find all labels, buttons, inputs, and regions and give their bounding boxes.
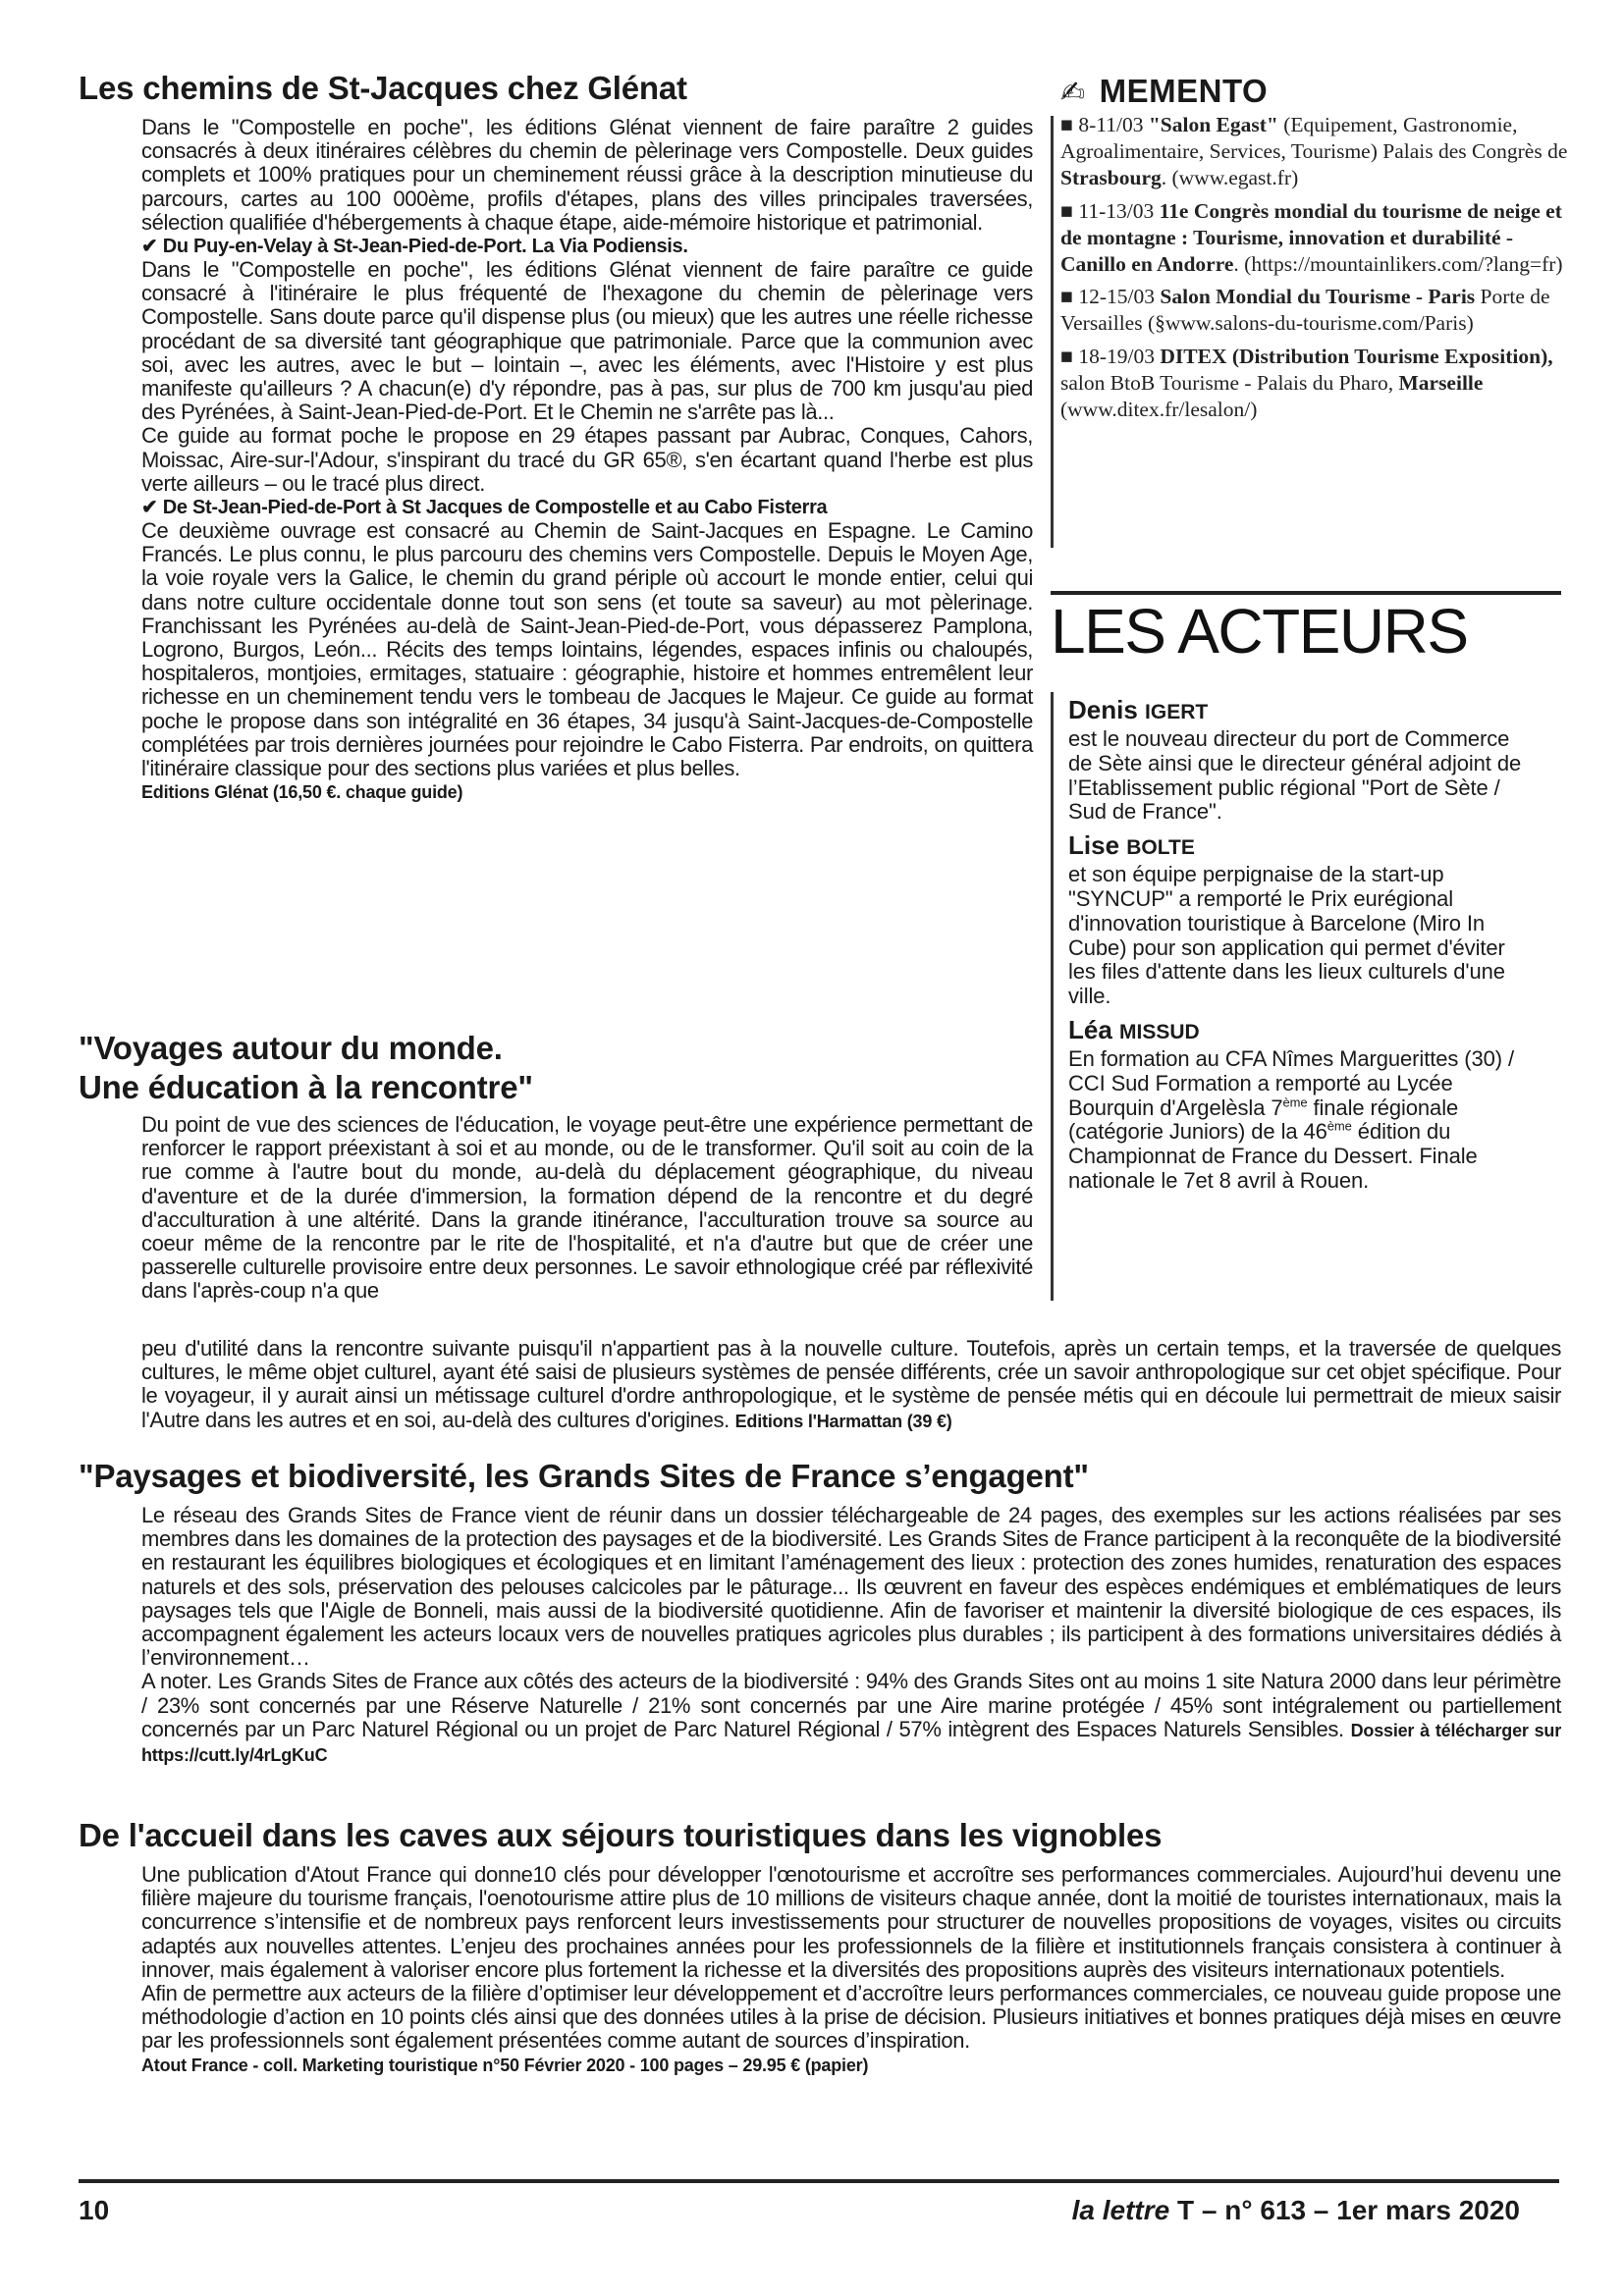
memento-heading	[1060, 73, 1571, 110]
actor-name: Léa MISSUD	[1068, 1014, 1200, 1044]
memento-box	[1060, 73, 1571, 423]
actor-description: et son équipe perpignaise de la start-up "SYNCUP" a remporté le Prix eurégional d'innovation touristique à Barcelone (Miro In Cube) pour son application qui permet d'éviter les files d'attente dans les lieux culturels d'une ville.	[1068, 862, 1505, 1009]
article3-paragraph-2: A noter. Les Grands Sites de France aux côtés des acteurs de la biodiversité : 94% des Grands Sites ont au moins 1 site Natura 2000 dans leur périmètre / 23% sont concernés par une Réserve Naturelle / 21% sont concernés par une Aire marine protégée / 45% sont intégralement ou partiellement concernés par un Parc Naturel Régional ou un projet de Parc Naturel Régional / 57% intègrent des Espaces Naturels Sensibles.	[141, 1669, 1561, 1741]
memento-event: DITEX (Distribution Tourisme Exposition),	[1160, 344, 1553, 368]
square-bullet-icon: ■	[1060, 198, 1073, 223]
memento-detail: salon BtoB Tourisme - Palais du Pharo,	[1060, 370, 1399, 395]
article2-title-line-1: "Voyages autour du monde.	[79, 1030, 503, 1066]
memento-date: 18-19/03	[1078, 344, 1156, 368]
acteurs-list	[1068, 695, 1530, 1194]
article3-body	[141, 1504, 1561, 1767]
memento-city: Marseille	[1398, 370, 1484, 395]
article4-credit: Atout France - coll. Marketing touristique n°50 Février 2020 - 100 pages – 29.95 € (papier)	[141, 2055, 869, 2075]
article1-body	[141, 116, 1033, 804]
actor-description: En formation au CFA Nîmes Marguerittes (30) / CCI Sud Formation a remporté au Lycée Bourquin d'Argelèsla 7ème finale régionale (catégorie Juniors) de la 46ème édition du Championnat de France du Dessert. Finale nationale le 7et 8 avril à Rouen.	[1068, 1045, 1515, 1193]
article3-credit: Dossier à télécharger sur https://cutt.ly/4rLgKuC	[141, 1720, 1561, 1766]
actor-entry	[1068, 1015, 1530, 1194]
article4-paragraph-1: Une publication d'Atout France qui donne10 clés pour développer l'œnotourisme et accroître ses performances commerciales. Aujourd’hui devenu une filière majeure du tourisme français, l'oenotourisme attire plus de 10 millions de visiteurs chaque année, dont la moitié de touristes internationaux, mais la concurrence s’intensifie et de nombreux pays renforcent leurs investissements pour structurer de nouvelles propositions de voyages, visites ou circuits adaptés aux nouvelles attentes. L’enjeu des prochaines années pour les professionnels de la filière et institutionnels français consistera à continuer à innover, mais également à valoriser encore plus fortement la richesse et la diversités des propositions auprès des visiteurs internationaux potentiels.	[141, 1862, 1561, 1982]
article2-credit: Editions l'Harmattan (39 €)	[734, 1411, 952, 1431]
actor-name: Lise BOLTE	[1068, 830, 1195, 861]
article2-paragraph-1: Du point de vue des sciences de l'éducation, le voyage peut-être une expérience permettant de renforcer le rapport préexistant à soi et au monde, ou de le transformer. Qu'il soit au coin de la rue comme à l'autre bout du monde, au-delà du déplacement géographique, du niveau d'aventure et de la durée d'immersion, la formation dépend de la rencontre et du degré d'acculturation à une altérité. Dans la grande itinérance, l'acculturation trouve sa source au coeur même de la rencontre par le rite de l'hospitalité, et n'a d'autre but que de créer une passerelle culturelle provisoire entre deux personnes. Le savoir ethnologique créé par réflexivité dans l'après-coup n'a que	[141, 1112, 1033, 1304]
memento-event: Salon Mondial du Tourisme - Paris	[1160, 285, 1476, 309]
publication-info	[1072, 2195, 1520, 2226]
article1-credit: Editions Glénat (16,50 €. chaque guide)	[141, 782, 463, 803]
article1-paragraph-2: Dans le "Compostelle en poche", les éditions Glénat viennent de faire paraître ce guide consacré à l'itinéraire le plus fréquenté de l'hexagone du chemin de pèlerinage vers Compostelle. Sans doute parce qu'il dispense plus (ou mieux) que les autres une réelle richesse procédant de sa diversité tant géographique que patrimoniale. Parce que la communion avec soi, avec les autres, avec le but – lointain –, avec les éléments, avec l'Histoire y est plus manifeste qu'ailleurs ? A chacun(e) d'y répondre, pas à pas, sur plus de 700 km jusqu'au pied des Pyrénées, à Saint-Jean-Pied-de-Port. Et le Chemin ne s'arrête pas là...	[141, 257, 1033, 425]
article2-body	[141, 1113, 1033, 1304]
memento-detail: Porte de Versailles (§www.salons-du-tourisme.com/Paris)	[1060, 285, 1550, 336]
issue-info: T – n° 613 – 1er mars 2020	[1169, 2195, 1520, 2225]
footer-rule	[79, 2179, 1559, 2183]
publication-name: la lettre	[1071, 2195, 1170, 2225]
article1-subheading-1: ✔ Du Puy-en-Velay à St-Jean-Pied-de-Port. La Via Podiensis.	[141, 236, 688, 258]
article2-paragraph-1-continued: peu d'utilité dans la rencontre suivante puisqu'il n'appartient pas à la nouvelle culture. Toutefois, après un certain temps, et la traversée de quelques cultures, le même objet culturel, ayant été saisi de plusieurs systèmes de pensée différents, crée un savoir anthropologique sur cet objet spécifique. Pour le voyageur, il y aurait ainsi un métissage culturel d'ordre anthropologique, et le système de pensée métis qui en découle lui permettrait de mieux saisir l'Autre dans les autres et en soi, au-delà des cultures d'origines.	[141, 1336, 1561, 1432]
memento-item	[1060, 284, 1571, 337]
memento-city: Strasbourg	[1060, 166, 1162, 190]
actor-entry	[1068, 830, 1530, 1009]
actor-description: est le nouveau directeur du port de Commerce de Sète ainsi que le directeur général adjoint de l’Etablissement public régional "Port de Sète / Sud de France".	[1068, 726, 1522, 825]
article2-title-line-2: Une éducation à la rencontre"	[79, 1069, 533, 1105]
actor-entry	[1068, 695, 1530, 825]
article1-intro: Dans le "Compostelle en poche", les éditions Glénat viennent de faire paraître 2 guides consacrés à deux itinéraires célèbres du chemin de pèlerinage vers Compostelle. Deux guides complets et 100% pratiques pour un cheminement réussi grâce à la description minutieuse du parcours, cartes au 100 000ème, profils d'étapes, plans des villes principales traversées, sélection qualifiée d'hébergements à chaque étape, aide-mémoire historique et patrimonial.	[141, 115, 1033, 235]
acteurs-title: LES ACTEURS	[1051, 596, 1468, 667]
memento-event: 11e Congrès mondial du tourisme de neige et de montagne : Tourisme, innovation et durabilité - Canillo en Andorre	[1060, 198, 1562, 277]
memento-list	[1060, 112, 1571, 423]
article4-title: De l'accueil dans les caves aux séjours touristiques dans les vignobles	[79, 1817, 1163, 1853]
article1-paragraph-4: Ce deuxième ouvrage est consacré au Chemin de Saint-Jacques en Espagne. Le Camino Francés. Le plus connu, le plus parcouru des chemins vers Compostelle. Depuis le Moyen Age, la voie royale vers la Galice, le chemin du grand périple où accourt le monde entier, celui qui dans notre culture occidentale donne tout son sens (et toute sa saveur) au mot pèlerinage. Franchissant les Pyrénées au-delà de Saint-Jean-Pied-de-Port, vous dépasserez Pamplona, Logrono, Burgos, León... Récits des temps lointains, légendes, espaces infinis ou chaloupés, hospitaleros, montjoies, ermitages, statuaire : géographie, histoire et hommes entremêlent leur richesse en un cheminement tendu vers le tombeau de Jacques le Majeur. Ce guide au format poche le propose dans son intégralité en 36 étapes, 34 jusqu'à Saint-Jacques-de-Compostelle complétées par trois dernières journées pour rejoindre le Cabo Fisterra. Par endroits, on quittera l'itinéraire classique pour des sections plus variées et plus belles.	[141, 518, 1033, 781]
acteurs-left-rule	[1051, 692, 1054, 1301]
memento-item	[1060, 344, 1571, 424]
memento-item	[1060, 198, 1571, 279]
memento-date: 12-15/03	[1078, 285, 1156, 309]
memento-title: MEMENTO	[1099, 73, 1269, 109]
square-bullet-icon: ■	[1060, 344, 1073, 368]
actor-name: Denis IGERT	[1068, 695, 1209, 724]
memento-url: . (www.egast.fr)	[1161, 166, 1299, 190]
memento-detail: (Equipement, Gastronomie, Agroalimentaire, Services, Tourisme) Palais des Congrès de	[1060, 113, 1568, 164]
memento-url: . (https://mountainlikers.com/?lang=fr)	[1233, 252, 1563, 277]
article1-subheading-2: ✔ De St-Jean-Pied-de-Port à St Jacques de Compostelle et au Cabo Fisterra	[141, 497, 828, 519]
memento-item	[1060, 112, 1571, 192]
memento-date: 11-13/03	[1078, 198, 1155, 223]
article4-body	[141, 1863, 1561, 2077]
memento-left-rule	[1051, 116, 1054, 548]
writing-hand-icon: ✍	[1060, 76, 1086, 110]
memento-date: 8-11/03	[1078, 113, 1144, 136]
article3-title: "Paysages et biodiversité, les Grands Sites de France s’engagent"	[79, 1458, 1089, 1494]
article2-body-continued	[141, 1337, 1561, 1433]
memento-event: "Salon Egast"	[1148, 113, 1278, 136]
memento-url: (www.ditex.fr/lesalon/)	[1060, 398, 1258, 422]
square-bullet-icon: ■	[1060, 285, 1073, 309]
page-number: 10	[79, 2195, 110, 2225]
article1-paragraph-3: Ce guide au format poche le propose en 29 étapes passant par Aubrac, Conques, Cahors, Moissac, Aire-sur-l'Adour, s'inspirant du tracé du GR 65®, s'en écartant quand l'herbe est plus verte ailleurs – ou le tracé plus direct.	[141, 423, 1033, 496]
article3-paragraph-1: Le réseau des Grands Sites de France vient de réunir dans un dossier téléchargeable de 24 pages, des exemples sur les actions réalisées par ses membres dans les domaines de la protection des paysages et de la biodiversité. Les Grands Sites de France participent à la reconquête de la biodiversité en restaurant les équilibres biologiques et écologiques et en limitant l’aménagement des lieux : protection des zones humides, renaturation des espaces naturels et des sols, préservation des pelouses calcicoles par le pâturage... Ils œuvrent en faveur des espèces endémiques et emblématiques de leurs paysages tels que l'Aigle de Bonneli, mais aussi de la biodiversité quotidienne. Afin de favoriser et maintenir la diversité biologique de ces espaces, ils accompagnent également les acteurs locaux vers de nouvelles pratiques agricoles plus durables ; ils participent à des formations universitaires dédiés à l’environnement…	[141, 1503, 1561, 1671]
article4-paragraph-2: Afin de permettre aux acteurs de la filière d’optimiser leur développement et d’accroître leurs performances commerciales, ce nouveau guide propose une méthodologie d’action en 10 points clés ainsi que des données utiles à la prise de décision. Plusieurs initiatives et bonnes pratiques déjà mises en œuvre par les professionnels sont également présentées comme autant de sources d’inspiration.	[141, 1981, 1561, 2054]
article1-title: Les chemins de St-Jacques chez Glénat	[79, 70, 687, 106]
square-bullet-icon: ■	[1060, 113, 1073, 136]
acteurs-top-rule	[1051, 591, 1561, 595]
